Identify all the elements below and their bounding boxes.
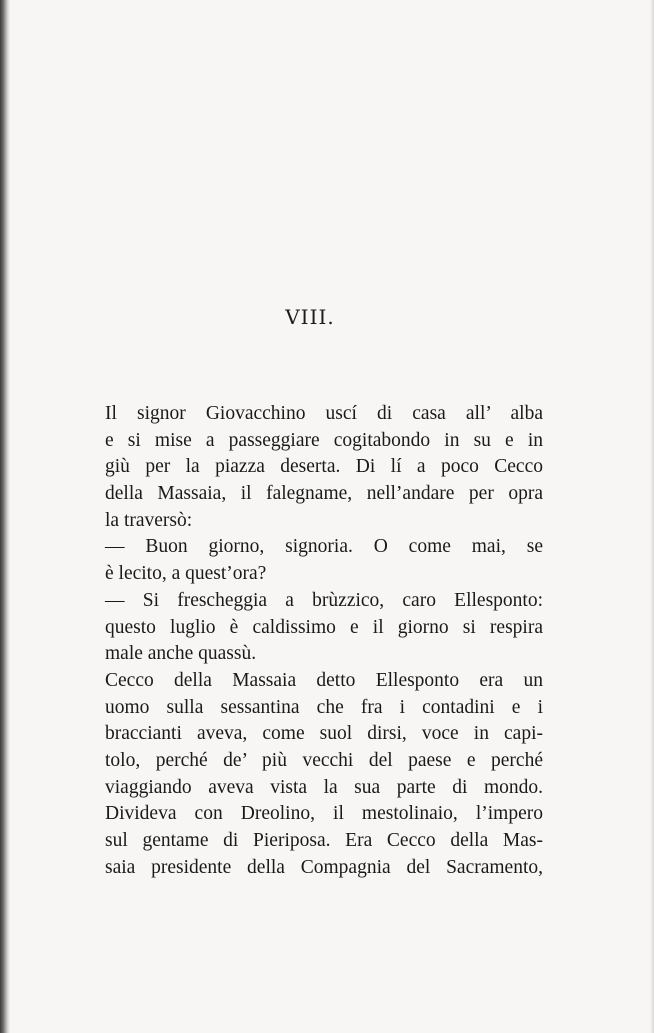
text-line: uomo sulla sessantina che fra i contadini e i — [105, 696, 543, 718]
text-line: — Buon giorno, signoria. O come mai, se — [105, 536, 543, 558]
text-line: e si mise a passeggiare cogitabondo in su e in — [105, 429, 543, 451]
text-line: braccianti aveva, come suol dirsi, voce in capi- — [105, 723, 543, 745]
page-edge — [650, 0, 654, 1033]
text-line: è lecito, a quest’ora? — [105, 563, 267, 585]
text-line: sul gentame di Pieriposa. Era Cecco della Mas- — [105, 830, 543, 851]
body-text — [105, 401, 543, 881]
text-line: Il signor Giovacchino uscí di casa all’ alba — [105, 403, 543, 424]
text-line: Cecco della Massaia detto Ellesponto era un — [105, 669, 543, 691]
text-line: male anche quassù. — [105, 643, 257, 665]
text-line: Divideva con Dreolino, il mestolinaio, l’impero — [105, 803, 543, 825]
text-line: viaggiando aveva vista la sua parte di mondo. — [105, 776, 543, 798]
text-line: giù per la piazza deserta. Di lí a poco Cecco — [105, 456, 543, 478]
text-line: — Si frescheggia a brùzzico, caro Ellesponto: — [105, 589, 543, 611]
page-binding-shadow — [0, 0, 10, 1033]
chapter-heading: VIII. — [285, 305, 335, 329]
text-line: tolo, perché de’ più vecchi del paese e perché — [105, 749, 543, 771]
text-line: questo luglio è caldissimo e il giorno si respira — [105, 616, 543, 638]
text-line: della Massaia, il falegname, nell’andare per opra — [105, 483, 543, 505]
text-line: saia presidente della Compagnia del Sacramento, — [105, 856, 543, 878]
text-line: la traversò: — [105, 509, 193, 531]
